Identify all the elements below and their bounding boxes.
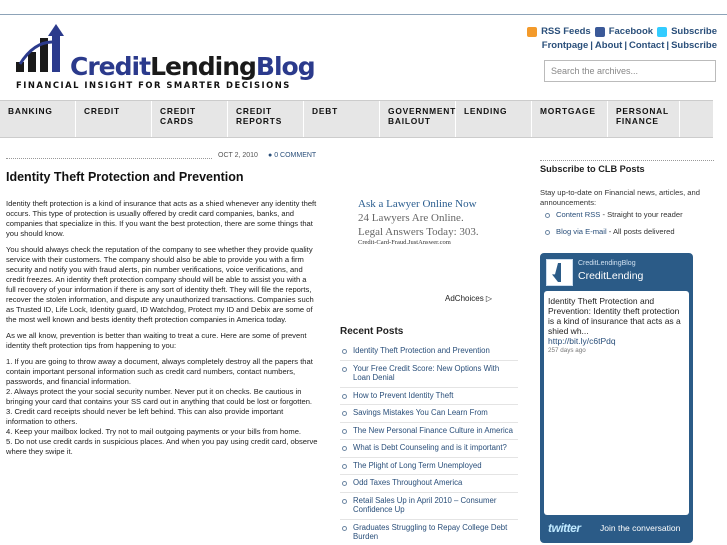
recent-posts-heading: Recent Posts [340, 326, 404, 337]
rss-feeds-link[interactable]: RSS Feeds [541, 26, 591, 37]
logo-wordmark: CreditLendingBlog [70, 52, 315, 81]
comment-count: 0 COMMENT [274, 152, 317, 159]
meta-divider [6, 158, 212, 159]
logo-tagline: FINANCIAL INSIGHT FOR SMARTER DECISIONS [16, 80, 291, 90]
subscribe-option-desc: - All posts delivered [606, 226, 675, 236]
twitter-widget-header [546, 259, 687, 287]
post-body [6, 199, 318, 463]
recent-post-link[interactable]: The New Personal Finance Culture in America [340, 426, 518, 441]
post-paragraph: Identity theft protection is a kind of insurance that acts as a shied whenever any identity theft occurs. This type of protection is usually offered by credit card companies, banks, and companies that specialize in this. If you want the best protection, there are some things that you should know. [6, 199, 317, 238]
ad-block[interactable] [358, 198, 508, 246]
tweet-time[interactable]: 257 days ago [548, 347, 586, 354]
search-input[interactable]: Search the archives... [544, 60, 716, 82]
header-links: RSS Feeds Facebook Subscribe Frontpage | About | Contact | Subscribe [527, 26, 717, 51]
join-conversation-link[interactable]: Join the conversation [600, 523, 681, 533]
logo-arrow-icon [12, 22, 72, 82]
nav-banking[interactable]: BANKING [0, 101, 76, 137]
site-logo[interactable] [12, 22, 315, 94]
ad-url[interactable]: Credit-Card-Fraud.JustAnswer.com [358, 239, 451, 246]
recent-post-link[interactable]: How to Prevent Identity Theft [340, 391, 518, 406]
recent-post-link[interactable]: Retail Sales Up in April 2010 – Consumer Confidence Up [340, 496, 518, 520]
twitter-logo-icon[interactable]: twitter [548, 521, 581, 535]
twitter-icon [657, 27, 667, 37]
content-rss-link[interactable]: Content RSS [556, 210, 601, 219]
recent-post-link[interactable]: The Plight of Long Term Unemployed [340, 461, 518, 476]
subscribe-link-top[interactable]: Subscribe [671, 26, 717, 37]
rss-icon [527, 27, 537, 37]
post-paragraph: As we all know, prevention is better than waiting to treat a cure. Here are some of prevent identity theft protection tips from happening to you: [6, 331, 307, 350]
ad-line-2: Legal Answers Today: 303. [358, 226, 479, 238]
nav-empty [680, 101, 713, 137]
top-divider [0, 14, 727, 15]
nav-government-bailout[interactable]: GOVERNMENT BAILOUT [380, 101, 456, 137]
contact-link[interactable]: Contact [629, 40, 665, 51]
recent-post-link[interactable]: Graduates Struggling to Repay College Debt Burden [340, 523, 518, 545]
twitter-widget-footer [546, 521, 687, 537]
subscribe-option [545, 210, 717, 220]
nav-credit-cards[interactable]: CREDIT CARDS [152, 101, 228, 137]
subscribe-option-desc: - Straight to your reader [600, 210, 683, 219]
nav-credit-reports[interactable]: CREDIT REPORTS [228, 101, 304, 137]
ad-line-1: 24 Lawyers Are Online. [358, 212, 464, 224]
main-nav [0, 100, 713, 138]
recent-post-link[interactable]: What is Debt Counseling and is it important? [340, 443, 518, 458]
nav-credit[interactable]: CREDIT [76, 101, 152, 137]
post-paragraph: You should always check the reputation of the company to see whether they provide quality service with their customers. The company should also be able to provide you with a firm security and notify you with fraud alerts, pin number verifications, voice verifications, and credit freezes. An identity theft protection company should will be able to assist you with a full recovery of your information if there is any sort of identity theft. They will file the reports, recover the stolen information, and dispute any unauthorized transactions. Companies such as Trusted ID, Life Lock, Identity guard, ID Watchdog, Protect my ID and Debix are some of the most well known and bests identity theft protection companies in America today. [6, 245, 314, 324]
post-date: OCT 2, 2010 [218, 152, 258, 159]
post-title[interactable]: Identity Theft Protection and Prevention [6, 170, 244, 184]
recent-post-link[interactable]: Your Free Credit Score: New Options With Loan Denial [340, 364, 518, 388]
avatar[interactable] [546, 259, 573, 286]
frontpage-link[interactable]: Frontpage [541, 40, 589, 51]
recent-post-link[interactable]: Savings Mistakes You Can Learn From [340, 408, 518, 423]
post-tips-list: 1. If you are going to throw away a document, always completely destroy all the papers that contain important personal information such as credit card numbers, contact numbers, passwords, and financial information. 2. Always protect the your social security number. Never put it on checks. Be cautious in bringing your card that contains your SS card out in anything that could be lost or forgotten. 3. Credit card receipts should never be left behind. This can also provide important information to others. 4. Keep your mailbox locked. Try not to mail outgoing payments or your bills from home. 5. Do not use credit cards in suspicious places. And when you pay using credit card, observe where they swipe it. [6, 357, 318, 456]
twitter-widget [540, 253, 693, 543]
recent-post-link[interactable]: Identity Theft Protection and Prevention [340, 346, 518, 361]
post-meta [6, 152, 324, 162]
facebook-link[interactable]: Facebook [608, 26, 654, 37]
post-comments-link[interactable]: ● 0 COMMENT [268, 152, 317, 159]
facebook-icon [595, 27, 605, 37]
about-link[interactable]: About [594, 40, 623, 51]
adchoices-link[interactable]: AdChoices ▷ [445, 294, 493, 303]
subscribe-heading: Subscribe to CLB Posts [540, 164, 645, 174]
tweet-panel [544, 291, 689, 515]
sidebar-divider [540, 160, 714, 161]
nav-lending[interactable]: LENDING [456, 101, 532, 137]
tweet-link[interactable]: http://bit.ly/c6tPdq [548, 336, 616, 346]
recent-post-link[interactable]: Odd Taxes Throughout America [340, 478, 518, 493]
twitter-username[interactable]: CreditLendingBlog [578, 260, 636, 267]
tweet-text: Identity Theft Protection and Prevention: Identity theft protection is a kind of insurance that acts as a shied wh... [548, 296, 681, 336]
recent-posts-list [340, 346, 518, 545]
nav-debt[interactable]: DEBT [304, 101, 380, 137]
twitter-display-name[interactable]: CreditLending [578, 270, 644, 282]
logo-arrow-icon [552, 263, 567, 282]
subscribe-option [545, 227, 717, 237]
ad-title[interactable]: Ask a Lawyer Online Now [358, 198, 477, 210]
blog-email-link[interactable]: Blog via E-mail [556, 226, 607, 236]
subscribe-options [545, 210, 717, 243]
nav-mortgage[interactable]: MORTGAGE [532, 101, 608, 137]
subscribe-description: Stay up-to-date on Financial news, articles, and announcements: [540, 188, 700, 207]
subscribe-link[interactable]: Subscribe [671, 40, 717, 51]
nav-personal-finance[interactable]: PERSONAL FINANCE [608, 101, 680, 137]
